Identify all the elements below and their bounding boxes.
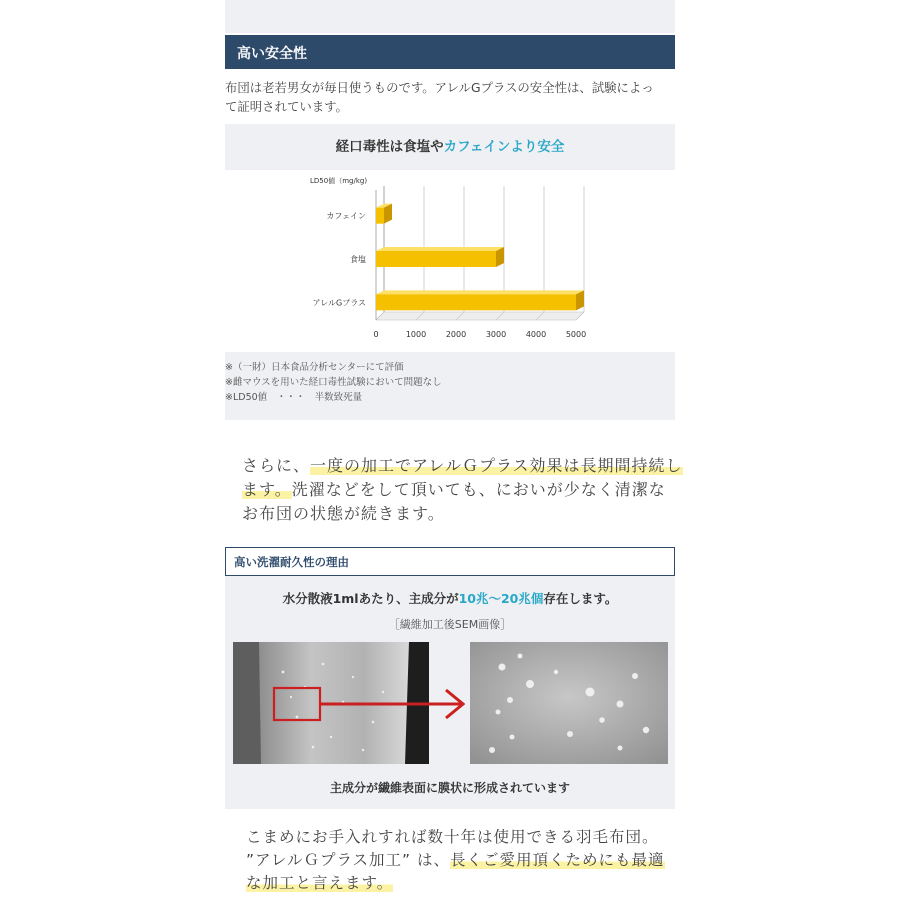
x-tick-label: 4000 [525,330,547,339]
category-label: カフェイン [326,211,366,221]
sem-caption: 主成分が繊維表面に膜状に形成されています [329,781,570,795]
highlighted-text: 一度の加工でアレルＧプラス効果は長期間持続し [310,456,683,475]
x-tick-label: 0 [373,330,379,339]
highlighted-text: 長くご愛用頂くためにも最適 [450,851,665,869]
highlighted-text: な加工と言えます。 [246,874,394,892]
wash-durability-title: 高い洗濯耐久性の理由 [234,555,349,569]
particle-claim [225,589,675,607]
para-text: 洗濯などをして頂いても、においが少なく清潔な [291,480,666,499]
arrow-icon [320,682,470,722]
section-header [225,35,675,69]
longevity-paragraph [246,826,686,895]
x-tick-label: 2000 [445,330,467,339]
wash-durability-header [225,547,675,576]
bar-top [376,290,584,294]
claim-highlight: 10兆～20兆個 [458,591,544,606]
claim-text: 水分散液1mlあたり、主成分が [282,591,459,606]
intro-line: 布団は老若男女が毎日使うものです。アレルGプラスの安全性は、試験によっ [225,80,654,95]
chart-floor [376,312,584,320]
claim-text: 存在します。 [543,591,618,606]
note-line: ※LD50値 ・・・ 半数致死量 [225,392,363,403]
ld50-bar-chart [225,170,675,352]
x-tick-label: 5000 [565,330,587,339]
highlighted-text: ます。 [242,480,292,499]
intro-text [225,78,673,116]
para-text: こまめにお手入れすれば数十年は使用できる羽毛布団。 [246,828,659,846]
para-text: お布団の状態が続きます。 [242,504,445,523]
durability-paragraph [242,454,682,526]
toxicity-chart-panel [225,124,675,420]
bar-top [376,247,504,251]
sem-label: ［繊維加工後SEM画像］ [388,618,512,631]
sem-closeup-image [470,642,668,764]
top-band [225,0,675,33]
x-tick-label: 1000 [405,330,427,339]
axis-label: LD50値（mg/kg) [310,177,368,185]
chart-title-highlight: カフェインより安全 [443,139,565,155]
x-tick-label: 3000 [485,330,507,339]
chart-title [225,124,675,170]
intro-line: て証明されています。 [225,99,348,114]
chart-area [225,170,675,352]
para-text: さらに、 [242,456,311,475]
note-line: ※（一財）日本食品分析センターにて評価 [225,362,404,373]
wash-durability-panel [225,547,675,809]
category-label: 食塩 [350,255,366,264]
bar [376,208,384,224]
bar [376,294,576,310]
section-header-title: 高い安全性 [237,46,307,62]
chart-title-prefix: 経口毒性は食塩や [335,139,444,155]
para-text: ”アレルＧプラス加工” は、 [246,851,451,869]
category-label: アレルGプラス [312,298,366,308]
bar [376,251,496,267]
chart-notes [225,360,665,405]
note-line: ※雌マウスを用いた経口毒性試験において問題なし [225,377,442,388]
